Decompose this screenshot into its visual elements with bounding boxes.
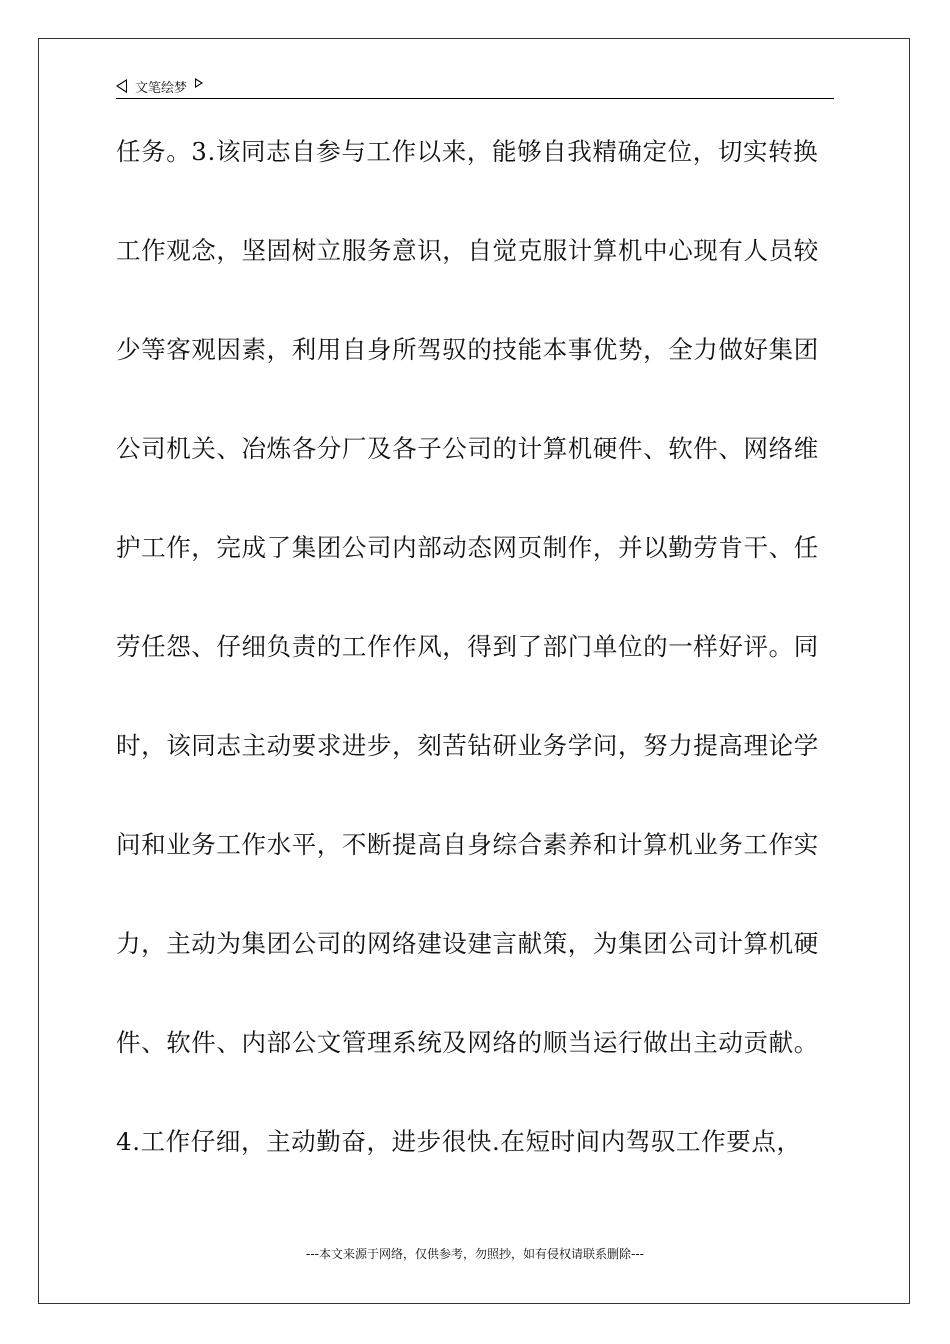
text-line: 时，该同志主动要求进步，刻苦钻研业务学问，努力提高理论学 xyxy=(116,731,819,760)
page-footer: ---本文来源于网络，仅供参考，勿照抄，如有侵权请联系删除--- xyxy=(306,1247,644,1261)
triangle-left-icon xyxy=(116,79,127,93)
text-line: 护工作，完成了集团公司内部动态网页制作，并以勤劳肯干、任 xyxy=(116,533,819,562)
text-line: 工作观念，坚固树立服务意识，自觉克服计算机中心现有人员较 xyxy=(116,236,819,265)
text-line: 任务。3.该同志自参与工作以来，能够自我精确定位，切实转换 xyxy=(116,137,819,166)
body-text xyxy=(116,128,836,1217)
text-line: 公司机关、冶炼各分厂及各子公司的计算机硬件、软件、网络维 xyxy=(116,434,819,463)
header-title: 文笔绘梦 xyxy=(135,80,188,96)
text-line: 力，主动为集团公司的网络建设建言献策，为集团公司计算机硬 xyxy=(116,929,819,958)
text-line: 4.工作仔细，主动勤奋，进步很快.在短时间内驾驭工作要点， xyxy=(116,1127,802,1156)
text-line: 少等客观因素，利用自身所驾驭的技能本事优势，全力做好集团 xyxy=(116,335,819,364)
triangle-right-icon xyxy=(195,78,203,88)
text-line: 件、软件、内部公文管理系统及网络的顺当运行做出主动贡献。 xyxy=(116,1028,819,1057)
text-line: 劳任怨、仔细负责的工作作风，得到了部门单位的一样好评。同 xyxy=(116,632,819,661)
page-header xyxy=(116,74,834,99)
text-line: 问和业务工作水平，不断提高自身综合素养和计算机业务工作实 xyxy=(116,830,819,859)
